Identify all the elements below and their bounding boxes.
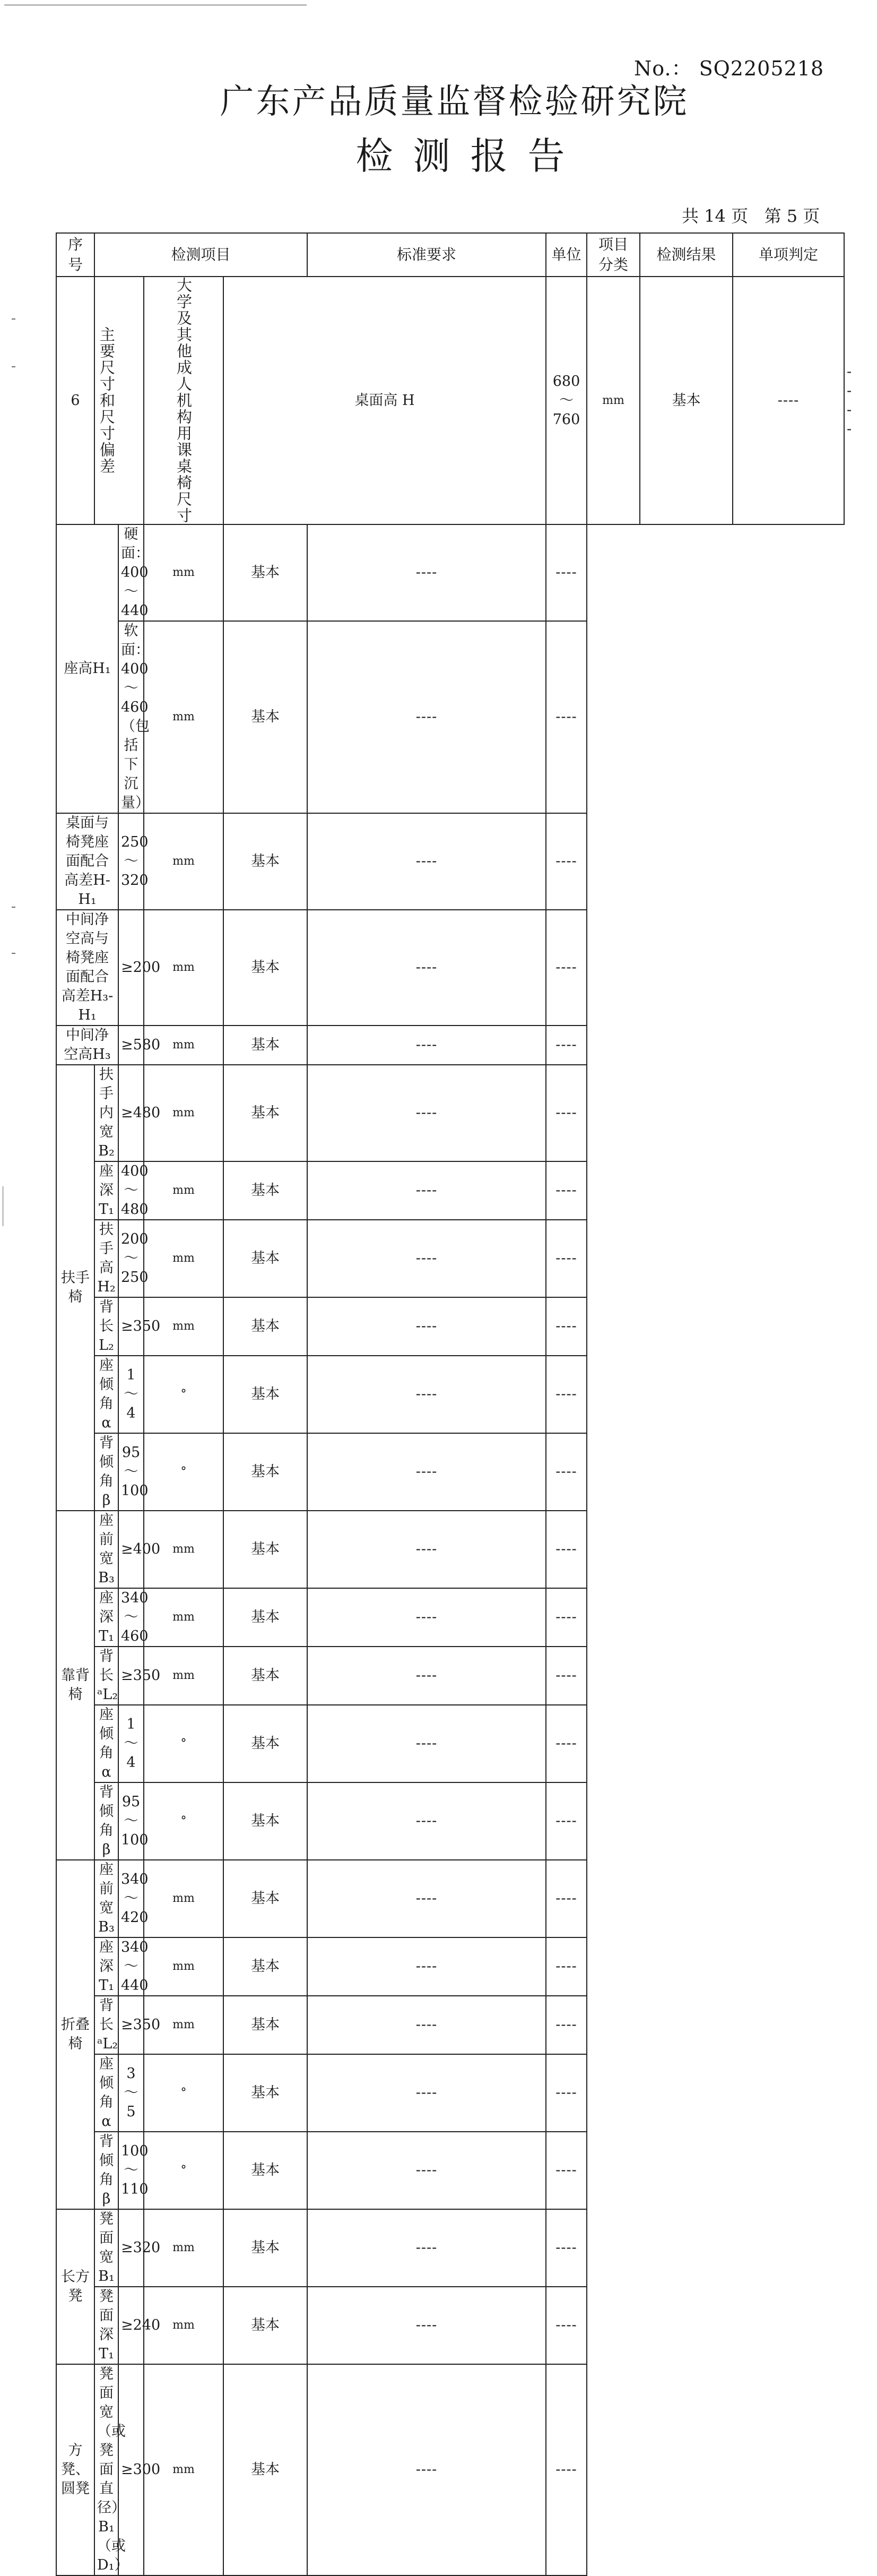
item-cell: 座倾角 α	[94, 2054, 118, 2132]
unit-cell: mm	[144, 1647, 223, 1705]
table-row	[56, 1433, 844, 1511]
unit-cell: mm	[144, 1161, 223, 1220]
result-cell: ----	[307, 813, 546, 910]
unit-cell: mm	[144, 1297, 223, 1356]
item-cell: 座倾角 α	[94, 1356, 118, 1433]
unit-cell: mm	[144, 1996, 223, 2054]
requirement-cell: 100～110	[118, 2132, 144, 2209]
header-seq: 序号	[56, 233, 94, 277]
margin-mark	[12, 366, 15, 367]
judgement-cell: ----	[546, 1705, 587, 1782]
requirement-cell: ≥350	[118, 1996, 144, 2054]
item-cell: 座深T₁	[94, 1937, 118, 1996]
result-cell: ----	[307, 1860, 546, 1937]
scan-edge-mark	[2, 1186, 4, 1226]
category-cell: 基本	[223, 1937, 307, 1996]
result-cell: ----	[307, 1026, 546, 1065]
table-row	[56, 621, 844, 813]
page-info	[682, 203, 820, 227]
unit-cell: mm	[144, 524, 223, 621]
result-cell: ----	[307, 1220, 546, 1297]
unit-cell: mm	[144, 1860, 223, 1937]
requirement-cell: 3～5	[118, 2054, 144, 2132]
result-cell: ----	[307, 1433, 546, 1511]
margin-mark	[12, 318, 15, 320]
subgroup-armchair: 扶手椅	[56, 1065, 94, 1511]
judgement-cell: ----	[546, 2132, 587, 2209]
result-cell: ----	[307, 1356, 546, 1433]
requirement-cell: ≥320	[118, 2209, 144, 2287]
requirement-cell: 680～760	[546, 277, 587, 524]
table-row	[56, 1782, 844, 1860]
category-cell: 基本	[223, 1026, 307, 1065]
category-cell: 基本	[223, 1220, 307, 1297]
judgement-cell: ----	[546, 1220, 587, 1297]
header-item: 检测项目	[94, 233, 307, 277]
table-row	[56, 1356, 844, 1433]
table-row	[56, 1026, 844, 1065]
table-row	[56, 1511, 844, 1588]
table-row	[56, 1161, 844, 1220]
category-cell: 基本	[223, 1860, 307, 1937]
unit-cell: °	[144, 1705, 223, 1782]
category-cell: 基本	[223, 1996, 307, 2054]
table-row	[56, 1647, 844, 1705]
table-row	[56, 2054, 844, 2132]
category-cell: 基本	[223, 2209, 307, 2287]
unit-cell: °	[144, 2054, 223, 2132]
page-total: 共 14 页	[682, 206, 749, 226]
item-cell: 座倾角 α	[94, 1705, 118, 1782]
category-cell: 基本	[223, 1065, 307, 1161]
unit-cell: mm	[144, 1026, 223, 1065]
requirement-cell: 200～250	[118, 1220, 144, 1297]
category-cell: 基本	[223, 2054, 307, 2132]
table-row: 6 主要尺寸和尺寸偏差 大学及其他成人机构用课桌椅尺寸 桌面高 H 680～760 mm 基本 ---- ----	[56, 277, 844, 524]
item-cell: 座前宽B₃	[94, 1511, 118, 1588]
judgement-cell: ----	[546, 1161, 587, 1220]
result-cell: ----	[307, 524, 546, 621]
result-cell: ----	[307, 1705, 546, 1782]
judgement-cell: ----	[546, 2287, 587, 2364]
table-row	[56, 813, 844, 910]
result-cell: ----	[307, 1996, 546, 2054]
result-cell: ----	[307, 1065, 546, 1161]
judgement-cell: ----	[546, 1647, 587, 1705]
table-row	[56, 1297, 844, 1356]
requirement-cell: ≥350	[118, 1297, 144, 1356]
unit-cell: mm	[144, 1588, 223, 1647]
requirement-cell: ≥300	[118, 2364, 144, 2575]
category-cell: 基本	[223, 1161, 307, 1220]
result-cell: ----	[307, 2364, 546, 2575]
result-cell: ----	[307, 2054, 546, 2132]
category-cell: 基本	[223, 1647, 307, 1705]
page-current: 第 5 页	[764, 206, 820, 226]
item-cell: 桌面高 H	[223, 277, 546, 524]
unit-cell: mm	[144, 1220, 223, 1297]
item-cell: 桌面与椅凳座面配合高差H-H₁	[56, 813, 118, 910]
item-cell: 背倾角 β	[94, 1433, 118, 1511]
item-cell: 背倾角 β	[94, 2132, 118, 2209]
unit-cell: °	[144, 1356, 223, 1433]
requirement-cell: ≥350	[118, 1647, 144, 1705]
organization-title: 广东产品质量监督检验研究院	[220, 82, 689, 122]
table-row	[56, 1937, 844, 1996]
item-cell: 座深T₁	[94, 1588, 118, 1647]
category-cell: 基本	[223, 1433, 307, 1511]
item-cell: 背长ᵃL₂	[94, 1647, 118, 1705]
judgement-cell: ----	[546, 2209, 587, 2287]
judgement-cell: ----	[546, 524, 587, 621]
judgement-cell: ----	[546, 1511, 587, 1588]
result-cell: ----	[307, 1588, 546, 1647]
requirement-cell: ≥400	[118, 1511, 144, 1588]
unit-cell: mm	[587, 277, 640, 524]
category-cell: 基本	[223, 524, 307, 621]
requirement-cell: 340～440	[118, 1937, 144, 1996]
category-cell: 基本	[223, 910, 307, 1026]
header-judgement: 单项判定	[733, 233, 844, 277]
result-cell: ----	[307, 910, 546, 1026]
requirement-cell: 软面：400～460（包括下沉量）	[118, 621, 144, 813]
item-cell: 凳面宽B₁	[94, 2209, 118, 2287]
unit-cell: °	[144, 1433, 223, 1511]
item-cell: 凳面宽（或凳面直径）B₁（或D₁）	[94, 2364, 118, 2575]
unit-cell: mm	[144, 1937, 223, 1996]
judgement-cell: ----	[546, 1937, 587, 1996]
item-cell: 座深T₁	[94, 1161, 118, 1220]
item-cell: 背倾角 β	[94, 1782, 118, 1860]
requirement-cell: ≥240	[118, 2287, 144, 2364]
table-row	[56, 2132, 844, 2209]
requirement-cell: 340～420	[118, 1860, 144, 1937]
requirement-cell: 1～4	[118, 1356, 144, 1433]
unit-cell: mm	[144, 910, 223, 1026]
requirement-cell: 95～100	[118, 1433, 144, 1511]
inspection-table	[56, 232, 853, 2576]
unit-cell: mm	[144, 2209, 223, 2287]
result-cell: ----	[307, 1511, 546, 1588]
result-cell: ----	[307, 1297, 546, 1356]
category-cell: 基本	[223, 2364, 307, 2575]
item-cell: 凳面深T₁	[94, 2287, 118, 2364]
judgement-cell: ----	[546, 813, 587, 910]
table-row	[56, 2209, 844, 2287]
unit-cell: mm	[144, 2287, 223, 2364]
judgement-cell: ----	[546, 1356, 587, 1433]
unit-cell: °	[144, 2132, 223, 2209]
judgement-cell: ----	[546, 1588, 587, 1647]
item-cell: 扶手高H₂	[94, 1220, 118, 1297]
report-title: 检测报告	[355, 134, 585, 178]
subgroup-backchair: 靠背椅	[56, 1511, 94, 1860]
requirement-cell: ≥480	[118, 1065, 144, 1161]
result-cell: ----	[307, 2287, 546, 2364]
category-cell: 基本	[223, 1782, 307, 1860]
subgroup-stool: 方凳、圆凳	[56, 2364, 94, 2575]
table-header-row	[56, 233, 844, 277]
requirement-cell: 硬面：400～440	[118, 524, 144, 621]
requirement-cell: ≥200	[118, 910, 144, 1026]
category-cell: 基本	[223, 813, 307, 910]
subgroup-bench: 长方凳	[56, 2209, 94, 2364]
group-adult-desks-chairs: 大学及其他成人机构用课桌椅尺寸	[144, 277, 223, 524]
table-row	[56, 2364, 844, 2575]
item-cell: 座高H₁	[56, 524, 118, 813]
item-cell: 中间净空高与椅凳座面配合高差H₃-H₁	[56, 910, 118, 1026]
item-cell: 扶手内宽B₂	[94, 1065, 118, 1161]
result-cell: ----	[307, 1647, 546, 1705]
category-cell: 基本	[223, 1705, 307, 1782]
judgement-cell: ----	[546, 1026, 587, 1065]
category-cell: 基本	[223, 1511, 307, 1588]
judgement-cell: ----	[546, 1860, 587, 1937]
result-cell: ----	[307, 2132, 546, 2209]
table-row	[56, 1588, 844, 1647]
unit-cell: mm	[144, 1511, 223, 1588]
header-unit: 单位	[546, 233, 587, 277]
category-cell: 基本	[223, 621, 307, 813]
table-row	[56, 524, 844, 621]
table-row	[56, 910, 844, 1026]
margin-mark	[12, 907, 15, 908]
margin-mark	[12, 953, 15, 954]
category-cell: 基本	[223, 2132, 307, 2209]
table-row	[56, 1220, 844, 1297]
judgement-cell: ----	[546, 1996, 587, 2054]
table-row	[56, 1065, 844, 1161]
table-row	[56, 2287, 844, 2364]
seq-cell: 6	[56, 277, 94, 524]
category-cell: 基本	[223, 1356, 307, 1433]
judgement-cell: ----	[546, 1065, 587, 1161]
category-cell: 基本	[223, 2287, 307, 2364]
table-row	[56, 1860, 844, 1937]
judgement-cell: ----	[546, 2364, 587, 2575]
judgement-cell: ----	[546, 910, 587, 1026]
category-cell: 基本	[223, 1588, 307, 1647]
requirement-cell: 1～4	[118, 1705, 144, 1782]
requirement-cell: 340～460	[118, 1588, 144, 1647]
result-cell: ----	[307, 1161, 546, 1220]
judgement-cell: ----	[546, 2054, 587, 2132]
item-cell: 背长ᵃL₂	[94, 1996, 118, 2054]
judgement-cell: ----	[546, 1297, 587, 1356]
result-cell: ----	[307, 1782, 546, 1860]
result-cell: ----	[307, 2209, 546, 2287]
table-row	[56, 1705, 844, 1782]
group-main-dimensions: 主要尺寸和尺寸偏差	[94, 277, 118, 524]
header-requirement: 标准要求	[307, 233, 546, 277]
category-cell: 基本	[640, 277, 733, 524]
unit-cell: °	[144, 1782, 223, 1860]
requirement-cell: 400～480	[118, 1161, 144, 1220]
judgement-cell: ----	[546, 621, 587, 813]
report-number: No.： SQ2205218	[634, 57, 824, 80]
result-cell: ----	[307, 1937, 546, 1996]
header-category: 项目分类	[587, 233, 640, 277]
judgement-cell: ----	[546, 1782, 587, 1860]
unit-cell: mm	[144, 813, 223, 910]
unit-cell: mm	[144, 2364, 223, 2575]
requirement-cell: 95～100	[118, 1782, 144, 1860]
item-cell: 背长L₂	[94, 1297, 118, 1356]
result-cell: ----	[307, 621, 546, 813]
judgement-cell: ----	[546, 1433, 587, 1511]
header-result: 检测结果	[640, 233, 733, 277]
requirement-cell: ≥580	[118, 1026, 144, 1065]
table-row	[56, 1996, 844, 2054]
subgroup-foldchair: 折叠椅	[56, 1860, 94, 2209]
group-spacer	[118, 277, 144, 524]
requirement-cell: 250～320	[118, 813, 144, 910]
top-rule	[4, 4, 307, 6]
item-cell: 中间净空高H₃	[56, 1026, 118, 1065]
category-cell: 基本	[223, 1297, 307, 1356]
unit-cell: mm	[144, 621, 223, 813]
item-cell: 座前宽B₃	[94, 1860, 118, 1937]
unit-cell: mm	[144, 1065, 223, 1161]
result-cell: ----	[733, 277, 844, 524]
